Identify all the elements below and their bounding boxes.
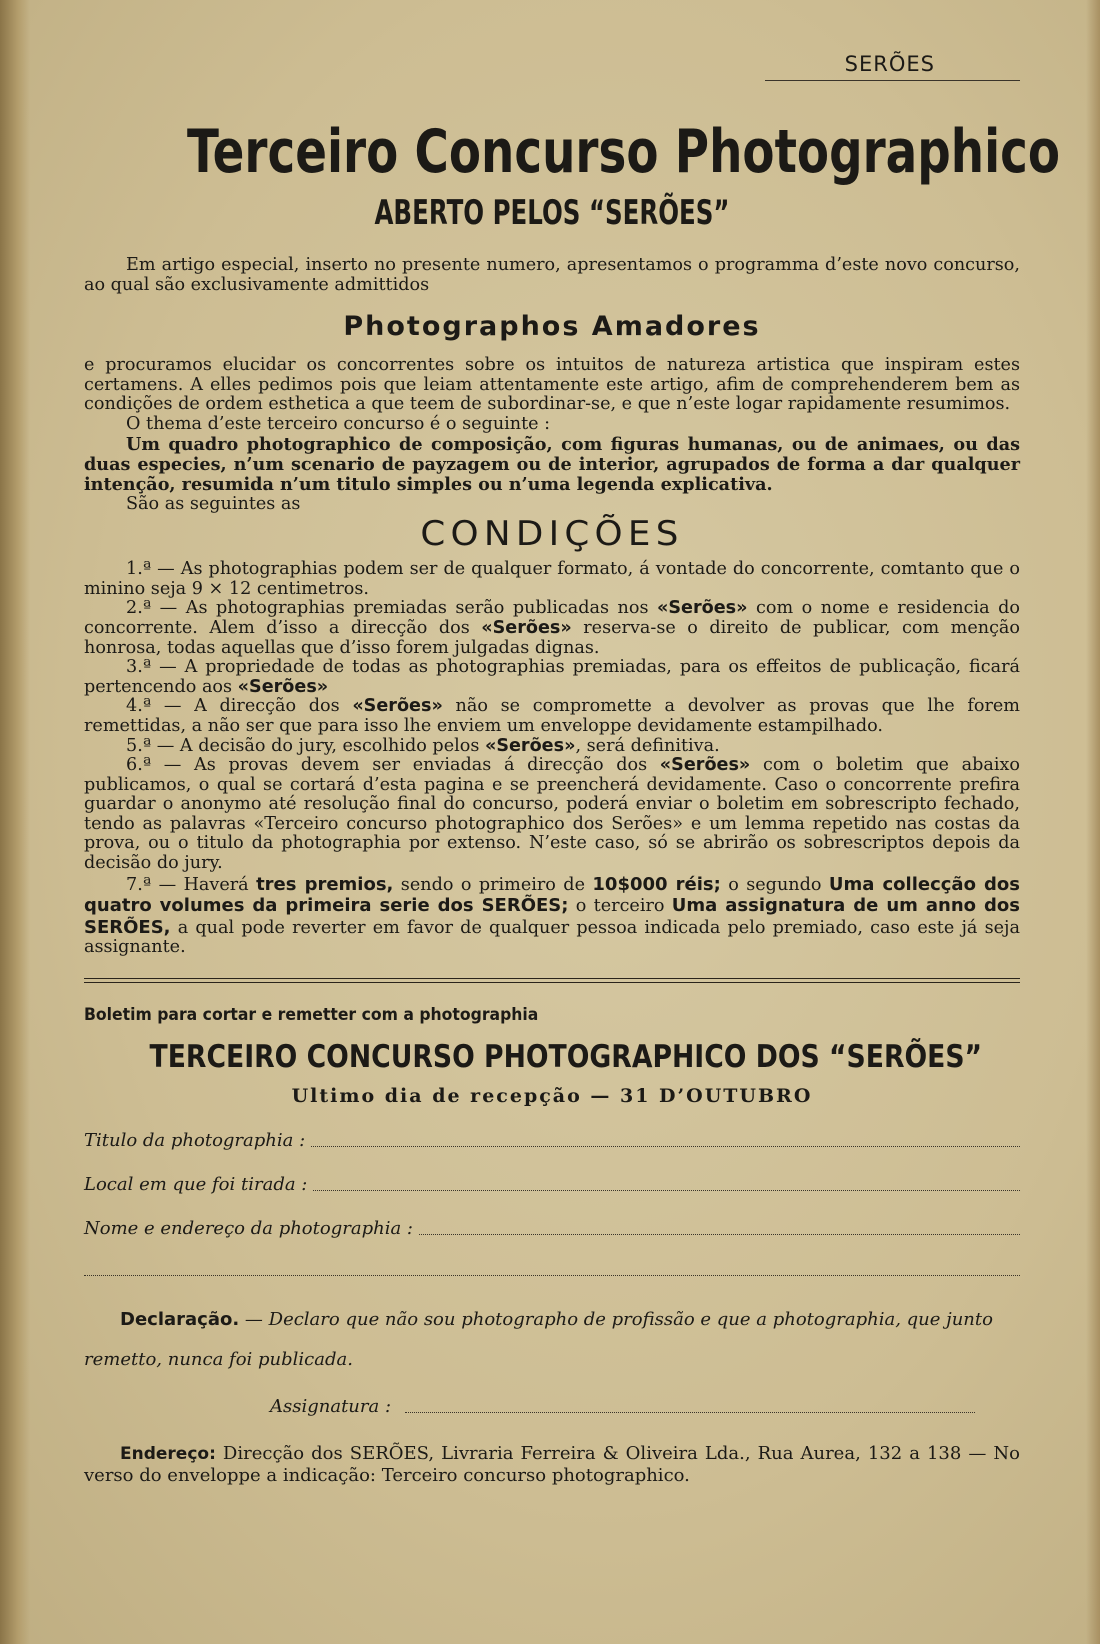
page-edge-left bbox=[0, 0, 30, 1644]
page-subtitle: ABERTO PELOS “SERÕES” bbox=[374, 193, 730, 233]
coupon-title: TERCEIRO CONCURSO PHOTOGRAPHICO DOS “SERÕES” bbox=[149, 1039, 983, 1076]
condition-3: 3.ª — A propriedade de todas as photographias premiadas, para os effeitos de publicação, ficará pertencendo aos «Serões» bbox=[84, 657, 1020, 697]
condition-7: 7.ª — Haverá tres premios, sendo o primeiro de 10$000 réis; o segundo Uma collecção dos quatro volumes da primeira serie dos SERÕES; o terceiro Uma assignatura de um anno dos SERÕES, a qual pode reverter em favor de qualquer pessoa indicada pelo premiado, caso este já seja assignante. bbox=[84, 873, 1020, 958]
section-divider bbox=[84, 978, 1020, 983]
amadores-heading: Photographos Amadores bbox=[343, 311, 761, 343]
signature-field bbox=[84, 1396, 1020, 1417]
coupon-deadline: Ultimo dia de recepção — 31 D’OUTUBRO bbox=[291, 1085, 813, 1108]
location-label: Local em que foi tirada : bbox=[84, 1174, 308, 1196]
theme-intro: O thema d’este terceiro concurso é o seguinte : bbox=[126, 413, 551, 434]
theme-text: Um quadro photographico de composição, com figuras humanas, ou de animaes, ou das duas especies, n’um scenario de payzagem ou de interior, agrupados de forma a dar qualquer intenção, resumida n’um titulo simples ou n’uma legenda explicativa. bbox=[84, 433, 1020, 495]
name-address-label: Nome e endereço da photographia : bbox=[84, 1218, 413, 1240]
condition-4: 4.ª — A direcção dos «Serões» não se compromette a devolver as provas que lhe forem remettidas, a não ser que para isso lhe enviem um enveloppe devidamente estampilhado. bbox=[84, 696, 1020, 736]
condition-2: 2.ª — As photographias premiadas serão publicadas nos «Serões» com o nome e residencia do concorrente. Alem d’isso a direcção dos «Serões» reserva-se o direito de publicar, com menção honrosa, todas aquellas que d’isso forem julgadas dignas. bbox=[84, 598, 1020, 658]
declaration: Declaração. — Declaro que não sou photographo de profissão e que a photographia, que junto remetto, nunca foi publicada. bbox=[84, 1309, 993, 1371]
name-address-blank bbox=[419, 1234, 1020, 1235]
signature-blank bbox=[405, 1412, 975, 1413]
conditions-intro: São as seguintes as bbox=[126, 493, 301, 514]
running-head-rule bbox=[765, 80, 1020, 81]
mailing-address: Endereço: Direcção dos SERÕES, Livraria Ferreira & Oliveira Lda., Rua Aurea, 132 a 138 — No verso do enveloppe a indicação: Terceiro concurso photographico. bbox=[84, 1443, 1020, 1487]
coupon-heading: Boletim para cortar e remetter com a photographia bbox=[84, 1005, 539, 1026]
extra-blank-line bbox=[84, 1275, 1020, 1276]
page-edge-right bbox=[1086, 0, 1100, 1644]
elucidation-paragraph: e procuramos elucidar os concorrentes sobre os intuitos de natureza artistica que inspiram estes certamens. A elles pedimos pois que leiam attentamente este artigo, afim de comprehenderem bem as condições de ordem esthetica a que teem de subordinar-se, e que n’este logar rapidamente resumimos. bbox=[84, 355, 1020, 415]
page-title: Terceiro Concurso Photographico bbox=[186, 117, 1061, 187]
name-address-field bbox=[84, 1215, 1020, 1239]
location-blank bbox=[313, 1190, 1020, 1191]
conditions-heading: CONDIÇÕES bbox=[420, 514, 684, 555]
intro-paragraph: Em artigo especial, inserto no presente numero, apresentamos o programma d’este novo concurso, ao qual são exclusivamente admittidos bbox=[84, 255, 1020, 295]
photo-title-label: Titulo da photographia : bbox=[84, 1130, 306, 1152]
condition-6: 6.ª — As provas devem ser enviadas á direcção dos «Serões» com o boletim que abaixo publicamos, o qual se cortará d’esta pagina e se preencherá devidamente. Caso o concorrente prefira guardar o anonymo até resolução final do concurso, poderá enviar o boletim em sobrescripto fechado, tendo as palavras «Terceiro concurso photographico dos Serões» e um lemma repetido nas costas da prova, ou o titulo da photographia por extenso. N’este caso, só se abrirão os sobrescriptos depois da decisão do jury. bbox=[84, 755, 1020, 874]
photo-title-field bbox=[84, 1127, 1020, 1151]
photo-title-blank bbox=[311, 1146, 1020, 1147]
article bbox=[84, 100, 1061, 1487]
condition-5: 5.ª — A decisão do jury, escolhido pelos «Serões», será definitiva. bbox=[126, 735, 720, 756]
location-field bbox=[84, 1171, 1020, 1195]
condition-1: 1.ª — As photographias podem ser de qualquer formato, á vontade do concorrente, comtanto que o minino seja 9 × 12 centimetros. bbox=[84, 559, 1020, 599]
running-head: SERÕES bbox=[844, 52, 935, 76]
signature-label: Assignatura : bbox=[270, 1396, 392, 1418]
